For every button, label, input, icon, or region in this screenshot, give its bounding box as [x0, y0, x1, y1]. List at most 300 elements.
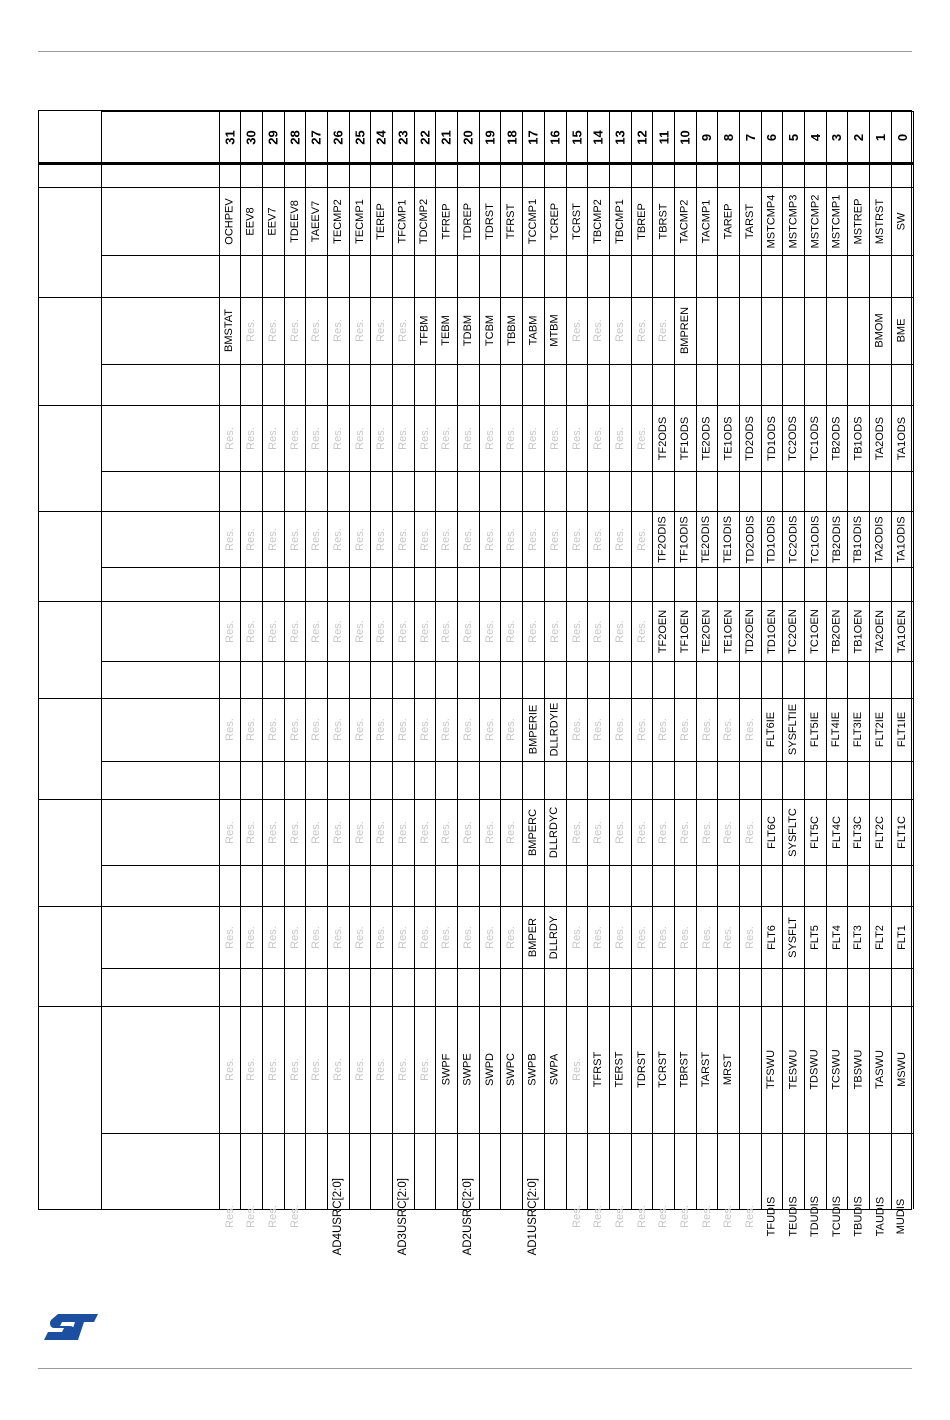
register-field — [805, 297, 827, 364]
register-field — [631, 698, 653, 761]
register-field — [393, 698, 415, 761]
register-field — [262, 405, 284, 471]
register-field — [631, 187, 653, 255]
register-field — [740, 799, 762, 865]
reserved-field-label: Res. — [722, 718, 735, 741]
register-field — [826, 1196, 848, 1237]
field-label: SW — [895, 212, 908, 230]
register-field — [848, 405, 870, 471]
bit-number — [631, 111, 653, 163]
reserved-field-label: Res. — [375, 319, 388, 342]
register-field — [284, 906, 306, 968]
reserved-field-label: Res. — [700, 1205, 713, 1228]
reserved-field-label: Res. — [331, 619, 344, 643]
field-label: TB2ODIS — [830, 515, 843, 563]
field-label: OCHPEV — [223, 197, 236, 245]
register-field — [566, 906, 588, 968]
bit-number-label: 24 — [374, 129, 390, 145]
register-field — [826, 187, 848, 255]
register-field — [674, 906, 696, 968]
field-label: TBCMP2 — [592, 198, 605, 244]
register-field — [740, 187, 762, 255]
field-label: TA2OEN — [873, 609, 886, 653]
field-label: TC1ODS — [808, 415, 821, 461]
reserved-field-label: Res. — [375, 527, 388, 551]
reserved-field-label: Res. — [353, 319, 366, 342]
register-field — [566, 1006, 588, 1133]
reserved-field-label: Res. — [266, 527, 279, 551]
register-field — [544, 799, 566, 865]
bit-number-label: 16 — [547, 129, 563, 145]
register-field — [826, 297, 848, 364]
register-field — [349, 601, 371, 661]
field-label: TF2OEN — [657, 609, 670, 653]
reserved-field-label: Res. — [635, 820, 648, 844]
field-label: TC2ODIS — [787, 515, 800, 563]
bit-number-label: 3 — [829, 133, 845, 141]
field-label: BMPER — [526, 917, 539, 957]
reserved-field-label: Res. — [678, 1205, 691, 1228]
field-label: TD1ODS — [765, 415, 778, 461]
reserved-field-label: Res. — [592, 319, 605, 342]
register-field — [436, 1006, 458, 1133]
reserved-field-label: Res. — [288, 1058, 301, 1081]
register-field — [609, 799, 631, 865]
bit-number — [523, 111, 545, 163]
field-label: SWPD — [483, 1053, 496, 1086]
bit-number-label: 28 — [287, 129, 303, 145]
reserved-field-label: Res. — [635, 925, 648, 949]
register-field — [501, 297, 523, 364]
reserved-field-label: Res. — [678, 718, 691, 741]
reserved-field-label: Res. — [223, 619, 236, 643]
register-field — [783, 297, 805, 364]
field-label: TEREP — [375, 202, 388, 240]
register-field — [805, 799, 827, 865]
register-field — [523, 511, 545, 567]
register-field — [588, 698, 610, 761]
register-field — [436, 297, 458, 364]
register-field — [523, 601, 545, 661]
reserved-field-label: Res. — [613, 925, 626, 949]
field-label: EEV7 — [266, 206, 279, 236]
register-field — [653, 511, 675, 567]
register-field — [284, 601, 306, 661]
register-field — [523, 799, 545, 865]
bit-number-label: 30 — [244, 129, 260, 145]
field-label: AD1USRC[2:0] — [526, 1178, 539, 1256]
register-field — [371, 698, 393, 761]
footer-rule — [38, 1368, 912, 1369]
register-field — [718, 297, 740, 364]
reserved-field-label: Res. — [396, 1058, 409, 1081]
register-field — [653, 601, 675, 661]
reserved-field-label: Res. — [245, 619, 258, 643]
register-field — [891, 405, 913, 471]
field-label: TCSWU — [830, 1049, 843, 1090]
reserved-field-label: Res. — [353, 925, 366, 949]
register-field — [219, 511, 241, 567]
field-label: TF1ODIS — [678, 515, 691, 563]
register-field — [848, 1006, 870, 1133]
reserved-field-label: Res. — [331, 426, 344, 450]
register-field — [544, 906, 566, 968]
register-field — [805, 1196, 827, 1237]
register-field — [414, 405, 436, 471]
register-field — [696, 698, 718, 761]
register-field — [523, 297, 545, 364]
field-label: FLT3C — [852, 815, 865, 849]
bit-number-label: 9 — [699, 133, 715, 141]
field-label: FLT6 — [765, 924, 778, 950]
register-field — [349, 906, 371, 968]
bit-number — [544, 111, 566, 163]
register-field — [262, 511, 284, 567]
reserved-field-label: Res. — [396, 718, 409, 741]
reserved-field-label: Res. — [613, 718, 626, 741]
register-field — [848, 799, 870, 865]
register-field — [588, 1205, 610, 1228]
field-label: TE1ODIS — [722, 515, 735, 563]
bit-number-label: 31 — [222, 129, 238, 145]
register-field — [349, 187, 371, 255]
register-field — [479, 698, 501, 761]
register-field — [479, 297, 501, 364]
field-label: EEV8 — [245, 206, 258, 236]
register-field — [674, 1205, 696, 1228]
field-label: TA2ODS — [873, 416, 886, 460]
register-field — [826, 698, 848, 761]
reserved-field-label: Res. — [570, 527, 583, 551]
reserved-field-label: Res. — [678, 925, 691, 949]
register-field — [631, 1006, 653, 1133]
register-field — [870, 187, 892, 255]
register-field — [371, 187, 393, 255]
field-label: TEBM — [440, 315, 453, 346]
register-field — [349, 1006, 371, 1133]
bit-number-label: 1 — [872, 133, 888, 141]
register-field — [588, 906, 610, 968]
reserved-field-label: Res. — [310, 426, 323, 450]
register-field — [327, 511, 349, 567]
register-field — [740, 511, 762, 567]
register-field — [609, 187, 631, 255]
reserved-field-label: Res. — [635, 718, 648, 741]
register-field — [891, 906, 913, 968]
reserved-field-label: Res. — [570, 319, 583, 342]
register-field — [436, 698, 458, 761]
bit-number — [349, 111, 371, 163]
field-label: FLT4C — [830, 815, 843, 849]
register-field — [609, 1205, 631, 1228]
register-field — [653, 405, 675, 471]
bit-number — [891, 111, 913, 163]
bit-number-label: 25 — [352, 129, 368, 145]
register-field — [674, 799, 696, 865]
reserved-field-label: Res. — [505, 619, 518, 643]
field-label: TECMP1 — [353, 198, 366, 244]
reserved-field-label: Res. — [592, 1205, 605, 1228]
bit-number — [393, 111, 415, 163]
field-label: TF2ODIS — [657, 515, 670, 563]
reserved-field-label: Res. — [245, 426, 258, 450]
reserved-field-label: Res. — [613, 426, 626, 450]
register-field — [501, 601, 523, 661]
bit-number — [870, 111, 892, 163]
register-field — [891, 1198, 913, 1235]
register-field — [306, 187, 328, 255]
register-field — [566, 405, 588, 471]
field-label: FLT6IE — [765, 711, 778, 748]
field-label: TC2OEN — [787, 608, 800, 654]
register-field — [436, 601, 458, 661]
reserved-field-label: Res. — [288, 619, 301, 643]
bit-number-label: 0 — [894, 133, 910, 141]
register-field — [219, 601, 241, 661]
register-field — [848, 511, 870, 567]
reserved-field-label: Res. — [700, 925, 713, 949]
reserved-field-label: Res. — [266, 1058, 279, 1081]
reserved-field-label: Res. — [245, 1058, 258, 1081]
header-rule — [38, 51, 912, 52]
register-field — [241, 1006, 263, 1133]
register-field — [609, 1006, 631, 1133]
register-field — [241, 405, 263, 471]
register-field — [241, 906, 263, 968]
reserved-field-label: Res. — [331, 319, 344, 342]
reserved-field-label: Res. — [310, 1058, 323, 1081]
reserved-field-label: Res. — [526, 426, 539, 450]
bit-number — [566, 111, 588, 163]
reserved-field-label: Res. — [266, 619, 279, 643]
register-field — [718, 601, 740, 661]
field-label: SWPF — [440, 1053, 453, 1086]
register-field — [674, 698, 696, 761]
register-field — [761, 601, 783, 661]
field-label: FLT4IE — [830, 711, 843, 748]
register-field — [609, 511, 631, 567]
bit-number-label: 20 — [460, 129, 476, 145]
register-field — [848, 297, 870, 364]
field-label: TF1ODS — [678, 416, 691, 460]
reserved-field-label: Res. — [570, 1205, 583, 1228]
register-field — [371, 1178, 436, 1256]
register-field — [566, 297, 588, 364]
field-label: TFSWU — [765, 1049, 778, 1090]
register-field — [891, 698, 913, 761]
reserved-field-label: Res. — [331, 820, 344, 844]
register-field — [393, 906, 415, 968]
register-field — [718, 187, 740, 255]
reserved-field-label: Res. — [678, 820, 691, 844]
bit-number — [479, 111, 501, 163]
register-field — [349, 405, 371, 471]
register-field — [653, 906, 675, 968]
field-label: TECMP2 — [331, 198, 344, 244]
reserved-field-label: Res. — [461, 820, 474, 844]
reserved-field-label: Res. — [375, 925, 388, 949]
register-field — [414, 187, 436, 255]
register-field — [306, 799, 328, 865]
register-field — [306, 511, 328, 567]
bit-number — [219, 111, 241, 163]
register-field — [783, 601, 805, 661]
reserved-field-label: Res. — [353, 718, 366, 741]
bit-number — [414, 111, 436, 163]
register-field — [891, 799, 913, 865]
field-label: TEUDIS — [787, 1196, 800, 1237]
reserved-field-label: Res. — [635, 619, 648, 643]
register-field — [371, 405, 393, 471]
register-field — [284, 698, 306, 761]
bit-number-label: 4 — [807, 133, 823, 141]
reserved-field-label: Res. — [722, 820, 735, 844]
field-label: TASWU — [873, 1050, 886, 1089]
reserved-field-label: Res. — [396, 426, 409, 450]
register-field — [848, 906, 870, 968]
bit-number-label: 22 — [417, 129, 433, 145]
register-field — [696, 799, 718, 865]
register-field — [393, 187, 415, 255]
register-field — [393, 799, 415, 865]
register-field — [761, 297, 783, 364]
register-field — [566, 1205, 588, 1228]
field-label: TB2OEN — [830, 608, 843, 654]
register-field — [371, 1006, 393, 1133]
register-field — [783, 906, 805, 968]
field-label: FLT1IE — [895, 711, 908, 748]
reserved-field-label: Res. — [483, 718, 496, 741]
register-field — [761, 698, 783, 761]
field-label: TD2OEN — [743, 608, 756, 654]
reserved-field-label: Res. — [375, 619, 388, 643]
register-field — [241, 698, 263, 761]
register-field — [696, 187, 718, 255]
register-field — [393, 1006, 415, 1133]
register-field — [371, 799, 393, 865]
field-label: FLT3IE — [852, 711, 865, 748]
field-label: TDSWU — [808, 1049, 821, 1090]
reserved-field-label: Res. — [288, 820, 301, 844]
register-field — [783, 1196, 805, 1237]
bit-number — [588, 111, 610, 163]
register-field — [262, 187, 284, 255]
register-field — [609, 698, 631, 761]
field-label: MSTCMP4 — [765, 194, 778, 248]
register-field — [761, 511, 783, 567]
field-label: FLT6C — [765, 815, 778, 849]
register-field — [870, 1196, 892, 1237]
register-field — [891, 511, 913, 567]
field-label: TABM — [526, 315, 539, 346]
reserved-field-label: Res. — [288, 718, 301, 741]
register-field — [219, 799, 241, 865]
reserved-field-label: Res. — [592, 619, 605, 643]
register-field — [783, 511, 805, 567]
register-field — [674, 1006, 696, 1133]
reserved-field-label: Res. — [353, 820, 366, 844]
register-field — [740, 601, 762, 661]
reserved-field-label: Res. — [440, 820, 453, 844]
register-field — [718, 405, 740, 471]
register-field — [327, 187, 349, 255]
reserved-field-label: Res. — [331, 1058, 344, 1081]
register-field — [436, 1178, 501, 1256]
reserved-field-label: Res. — [700, 820, 713, 844]
reserved-field-label: Res. — [310, 925, 323, 949]
register-field — [458, 187, 480, 255]
register-field — [306, 1178, 371, 1256]
reserved-field-label: Res. — [657, 1205, 670, 1228]
register-field — [306, 405, 328, 471]
field-label: DLLRDY — [548, 915, 561, 959]
reserved-field-label: Res. — [418, 1058, 431, 1081]
register-field — [848, 601, 870, 661]
reserved-field-label: Res. — [657, 925, 670, 949]
register-field — [414, 906, 436, 968]
register-field — [284, 799, 306, 865]
register-field — [501, 187, 523, 255]
register-field — [501, 511, 523, 567]
reserved-field-label: Res. — [353, 619, 366, 643]
field-label: TFREP — [440, 202, 453, 240]
register-field — [826, 799, 848, 865]
field-label: TAEEV7 — [310, 200, 323, 242]
reserved-field-label: Res. — [375, 426, 388, 450]
register-field — [458, 511, 480, 567]
field-label: TE2ODS — [700, 415, 713, 461]
field-label: TD1OEN — [765, 608, 778, 654]
reserved-field-label: Res. — [223, 527, 236, 551]
register-field — [674, 405, 696, 471]
reserved-field-label: Res. — [483, 925, 496, 949]
register-field — [349, 511, 371, 567]
register-field — [501, 799, 523, 865]
reserved-field-label: Res. — [245, 319, 258, 342]
field-label: TERST — [613, 1051, 626, 1088]
bit-number — [805, 111, 827, 163]
reserved-field-label: Res. — [613, 820, 626, 844]
reserved-field-label: Res. — [722, 1205, 735, 1228]
bit-number-label: 2 — [851, 133, 867, 141]
field-label: TF2ODS — [657, 416, 670, 460]
register-field — [479, 1006, 501, 1133]
field-label: BMPREN — [678, 306, 691, 355]
register-field — [306, 601, 328, 661]
table-rule — [101, 111, 913, 112]
reserved-field-label: Res. — [331, 527, 344, 551]
reserved-field-label: Res. — [635, 319, 648, 342]
reserved-field-label: Res. — [613, 527, 626, 551]
reserved-field-label: Res. — [396, 820, 409, 844]
register-field — [805, 511, 827, 567]
register-field — [458, 601, 480, 661]
register-field — [805, 906, 827, 968]
register-field — [219, 1205, 241, 1228]
field-label: AD2USRC[2:0] — [461, 1178, 474, 1256]
field-label: SYSFLTC — [787, 807, 800, 857]
reserved-field-label: Res. — [440, 426, 453, 450]
register-field — [783, 187, 805, 255]
register-field — [241, 511, 263, 567]
field-label: TBUDIS — [852, 1196, 865, 1237]
field-label: TFRST — [505, 203, 518, 239]
register-field — [631, 297, 653, 364]
register-field — [761, 1006, 783, 1133]
register-field — [718, 906, 740, 968]
register-field — [566, 799, 588, 865]
register-field — [241, 1205, 263, 1228]
